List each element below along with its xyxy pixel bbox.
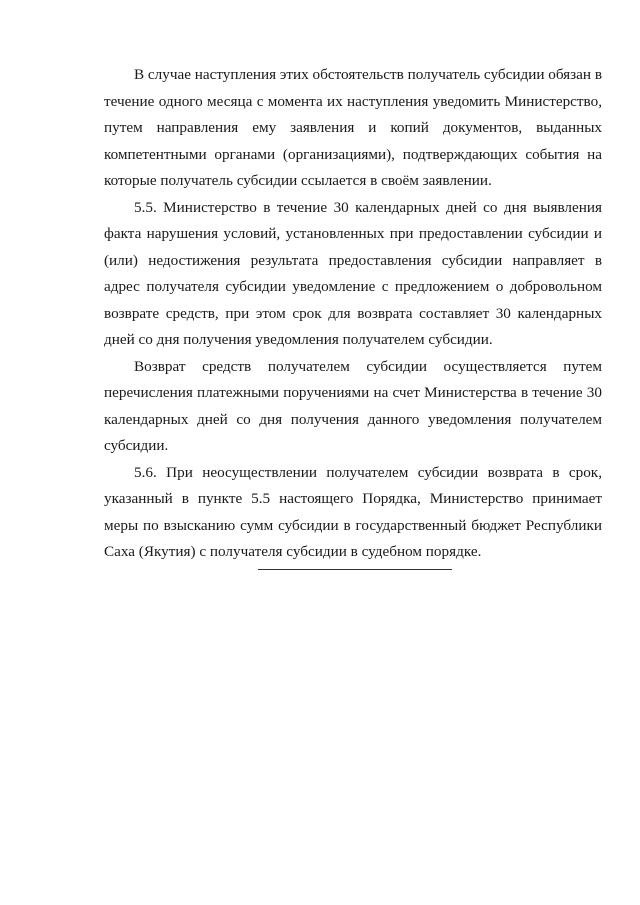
paragraph-circumstances-notice: В случае наступления этих обстоятельств получатель субсидии обязан в течение одного месяца с момента их наступления уведомить Министерство, путем направления ему заявления и копий документов, выданных компетентными органами (организациями), подтверждающих события на которые получатель субсидии ссылается в своём заявлении. [104,66,603,189]
document-body [104,62,602,566]
paragraph-refund-procedure: Возврат средств получателем субсидии осуществляется путем перечисления платежными поручениями на счет Министерства в течение 30 календарных дней со дня получения данного уведомления получателем субсидии. [104,357,602,454]
paragraph-5-6: 5.6. При неосуществлении получателем субсидии возврата в срок, указанный в пункте 5.5 настоящего Порядка, Министерство принимает меры по взысканию сумм субсидии в государственный бюджет Республики Саха (Якутия) с получателя субсидии в судебном порядке. [104,463,602,560]
paragraph-5-5: 5.5. Министерство в течение 30 календарных дней со дня выявления факта нарушения условий, установленных при предоставлении субсидии и (или) недостижения результата предоставления субсидии направляет в адрес получателя субсидии уведомление с предложением о добровольном возврате средств, при этом срок для возврата составляет 30 календарных дней со дня получения уведомления получателем субсидии. [104,198,602,348]
end-divider-line [258,569,452,570]
